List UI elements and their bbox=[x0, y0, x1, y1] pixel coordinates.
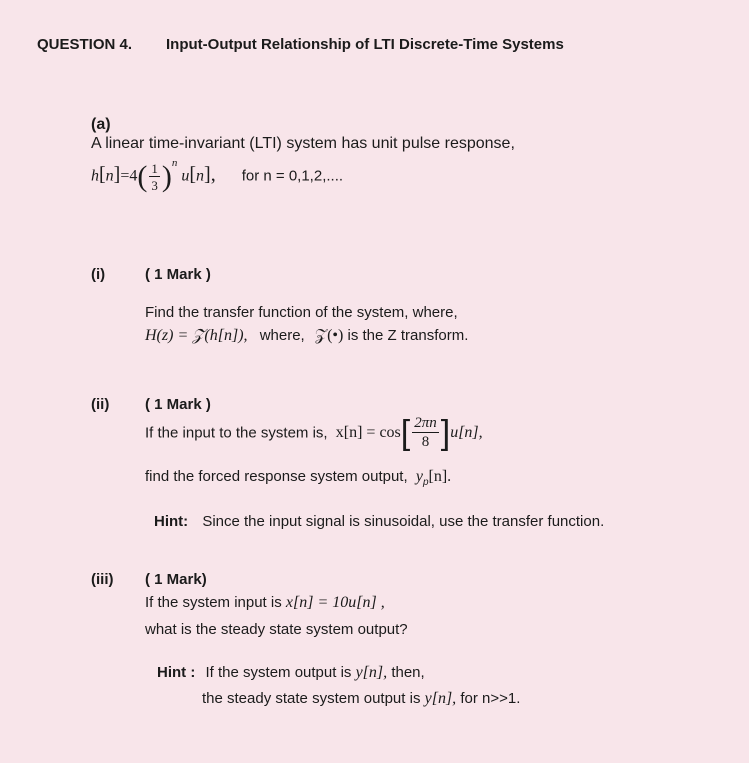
hint-then: then, bbox=[391, 664, 425, 681]
question-number: QUESTION 4. bbox=[37, 36, 133, 53]
part-i-marks: ( 1 Mark ) bbox=[145, 266, 211, 283]
part-iii-hint-line2 bbox=[202, 690, 520, 708]
input-line: If the input to the system is, x[n] = cos[ $\frac{2\pi n}{8}$ ]u[n], bbox=[145, 414, 483, 452]
forced-response-line bbox=[145, 468, 451, 488]
u-part: u[n], bbox=[450, 424, 483, 441]
part-iii-line1 bbox=[145, 594, 385, 612]
yp-arg: [n]. bbox=[428, 468, 452, 485]
steady-state-text: the steady state system output is bbox=[202, 690, 421, 707]
exponent: n bbox=[171, 157, 178, 170]
step-input-eq: x[n] = 10u[n] , bbox=[285, 594, 385, 611]
part-iii-marks: ( 1 Mark) bbox=[145, 571, 207, 588]
system-input-text: If the system input is bbox=[145, 594, 282, 611]
part-a-intro: A linear time-invariant (LTI) system has unit pulse response, bbox=[91, 135, 515, 152]
hint-label-iii: Hint : bbox=[157, 664, 196, 681]
range-text: for n = 0,1,2,.... bbox=[241, 167, 344, 185]
hint-label: Hint: bbox=[154, 513, 189, 530]
h-arg: n bbox=[105, 167, 114, 185]
coef: =4 bbox=[120, 167, 138, 185]
where-text: where, bbox=[259, 327, 305, 344]
hint-output-text: If the system output is bbox=[205, 664, 352, 681]
part-a-label: (a) bbox=[91, 116, 111, 133]
part-ii-label: (ii) bbox=[91, 396, 110, 413]
fraction-one-third: $\frac{1}{3}$ bbox=[151, 161, 158, 193]
part-iii-label: (iii) bbox=[91, 571, 114, 588]
u-symbol: u bbox=[181, 167, 190, 185]
hint-text: Since the input signal is sinusoidal, use the transfer function. bbox=[202, 513, 605, 530]
part-ii-hint bbox=[154, 513, 604, 530]
transfer-function-line bbox=[145, 327, 468, 345]
steady-state-tail: for n>>1. bbox=[460, 690, 521, 707]
part-ii-marks: ( 1 Mark ) bbox=[145, 396, 211, 413]
hint-output-eq: y[n], bbox=[355, 664, 388, 681]
part-i-line1: Find the transfer function of the system, where, bbox=[145, 304, 458, 321]
steady-state-eq: y[n], bbox=[424, 690, 457, 707]
question-title: Input-Output Relationship of LTI Discrete-Time Systems bbox=[166, 36, 564, 53]
unit-pulse-equation: h[n]=4( $\frac{1}{3}$ )$^n$ u[n], for n = 0,1,2,.... bbox=[91, 157, 344, 193]
x-lhs: x[n] = cos bbox=[335, 424, 401, 441]
part-i-label: (i) bbox=[91, 266, 106, 283]
yp-subscript: p bbox=[422, 477, 429, 488]
h-symbol: h bbox=[91, 167, 99, 185]
fraction-2pin-8: $\frac{2\pi n}{8}$ bbox=[414, 415, 437, 450]
part-iii-hint-line1 bbox=[157, 664, 425, 682]
part-iii-line2: what is the steady state system output? bbox=[145, 621, 408, 638]
z-transform-text: is the Z transform. bbox=[347, 327, 469, 344]
forced-response-text: find the forced response system output, bbox=[145, 468, 408, 485]
yp-symbol: y bbox=[415, 468, 423, 485]
u-arg: n bbox=[196, 167, 205, 185]
transfer-eq: H(z) = 𝒵(h[n]), bbox=[145, 327, 248, 344]
input-text: If the input to the system is, bbox=[145, 424, 328, 442]
z-operator: 𝒵(•) bbox=[314, 327, 344, 344]
